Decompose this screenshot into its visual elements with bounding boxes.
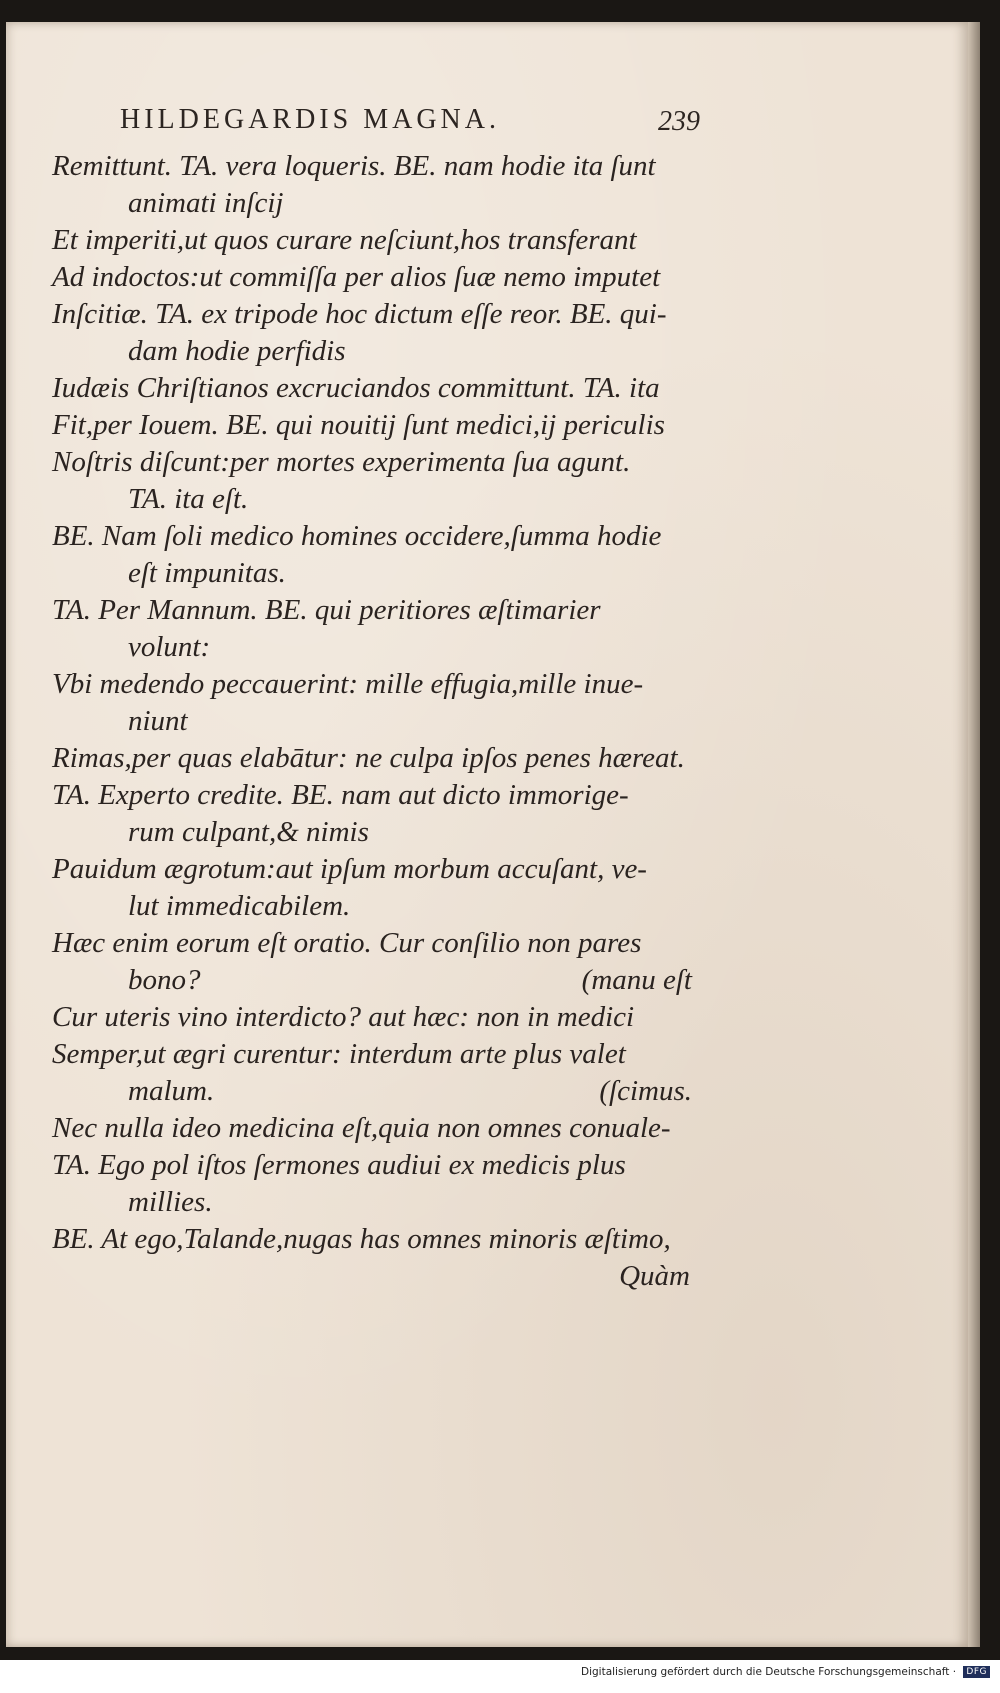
line-text: Remittunt. TA. vera loqueris. BE. nam hodie ita ſunt [52, 150, 656, 182]
text-line [52, 444, 702, 481]
line-text: Et imperiti,ut quos curare neſciunt,hos transferant [52, 224, 637, 256]
text-line [52, 703, 702, 740]
line-text: millies. [128, 1186, 213, 1218]
line-text: Hæc enim eorum eſt oratio. Cur conſilio non pares [52, 927, 642, 959]
text-line [52, 1073, 702, 1110]
line-text: Ad indoctos:ut commiſſa per alios ſuæ nemo imputet [52, 261, 661, 293]
catchword-text: Quàm [619, 1260, 690, 1292]
text-line [52, 999, 702, 1036]
text-line [52, 592, 702, 629]
line-text: Noſtris diſcunt:per mortes experimenta ſua agunt. [52, 446, 631, 478]
line-text: Pauidum ægrotum:aut ipſum morbum accuſant, ve- [52, 853, 647, 885]
digitization-credit [581, 1666, 990, 1678]
credit-text: Digitalisierung gefördert durch die Deutsche Forschungsgemeinschaft · [581, 1666, 957, 1678]
text-line [52, 777, 702, 814]
text-line [52, 814, 702, 851]
text-line [52, 740, 702, 777]
text-line [52, 296, 702, 333]
line-continuation: (ſcimus. [599, 1075, 692, 1107]
text-line [52, 481, 702, 518]
line-text: Iudæis Chriſtianos excruciandos committunt. TA. ita [52, 372, 660, 404]
text-line [52, 629, 702, 666]
text-line [52, 407, 702, 444]
line-text: Inſcitiæ. TA. ex tripode hoc dictum eſſe reor. BE. qui- [52, 298, 667, 330]
line-text: Nec nulla ideo medicina eſt,quia non omnes conuale- [52, 1112, 671, 1144]
text-line [52, 1110, 702, 1147]
text-line [52, 1036, 702, 1073]
text-line [52, 1147, 702, 1184]
line-text: animati inſcij [128, 187, 284, 219]
line-text: dam hodie perfidis [128, 335, 346, 367]
page-number: 239 [658, 106, 700, 137]
line-text: volunt: [128, 631, 211, 663]
line-text: Rimas,per quas elabātur: ne culpa ipſos penes hæreat. [52, 742, 685, 774]
line-text: Cur uteris vino interdicto? aut hæc: non in medici [52, 1001, 635, 1033]
text-line [52, 1221, 702, 1258]
line-text: TA. Ego pol iſtos ſermones audiui ex medicis plus [52, 1149, 626, 1181]
line-text: rum culpant,& nimis [128, 816, 369, 848]
line-text: Semper,ut ægri curentur: interdum arte plus valet [52, 1038, 626, 1070]
line-text: malum. [128, 1075, 215, 1107]
text-line [52, 555, 702, 592]
text-line [52, 370, 702, 407]
line-text: Vbi medendo peccauerint: mille effugia,mille inue- [52, 668, 644, 700]
line-text: niunt [128, 705, 188, 737]
text-line [52, 222, 702, 259]
page-edge [968, 22, 980, 1647]
text-block [52, 148, 702, 1295]
text-line [52, 333, 702, 370]
text-line [52, 1184, 702, 1221]
running-head: HILDEGARDIS MAGNA. [120, 104, 500, 135]
text-line [52, 518, 702, 555]
page-header [120, 104, 700, 148]
text-line [52, 925, 702, 962]
line-text: TA. Per Mannum. BE. qui peritiores æſtimarier [52, 594, 601, 626]
line-text: lut immedicabilem. [128, 890, 351, 922]
text-line [52, 962, 702, 999]
text-line [52, 666, 702, 703]
line-continuation: (manu eſt [581, 964, 692, 996]
text-line [52, 888, 702, 925]
line-text: Fit,per Iouem. BE. qui nouitij ſunt medici,ij periculis [52, 409, 665, 441]
dfg-logo: DFG [963, 1666, 990, 1678]
line-text: TA. Experto credite. BE. nam aut dicto immorige- [52, 779, 629, 811]
line-text: BE. Nam ſoli medico homines occidere,ſumma hodie [52, 520, 662, 552]
catchword [52, 1258, 702, 1295]
text-line [52, 851, 702, 888]
text-line [52, 148, 702, 185]
line-text: eſt impunitas. [128, 557, 286, 589]
line-text: TA. ita eſt. [128, 483, 249, 515]
line-text: bono? [128, 964, 201, 996]
text-line [52, 259, 702, 296]
text-line [52, 185, 702, 222]
line-text: BE. At ego,Talande,nugas has omnes minoris æſtimo, [52, 1223, 671, 1255]
